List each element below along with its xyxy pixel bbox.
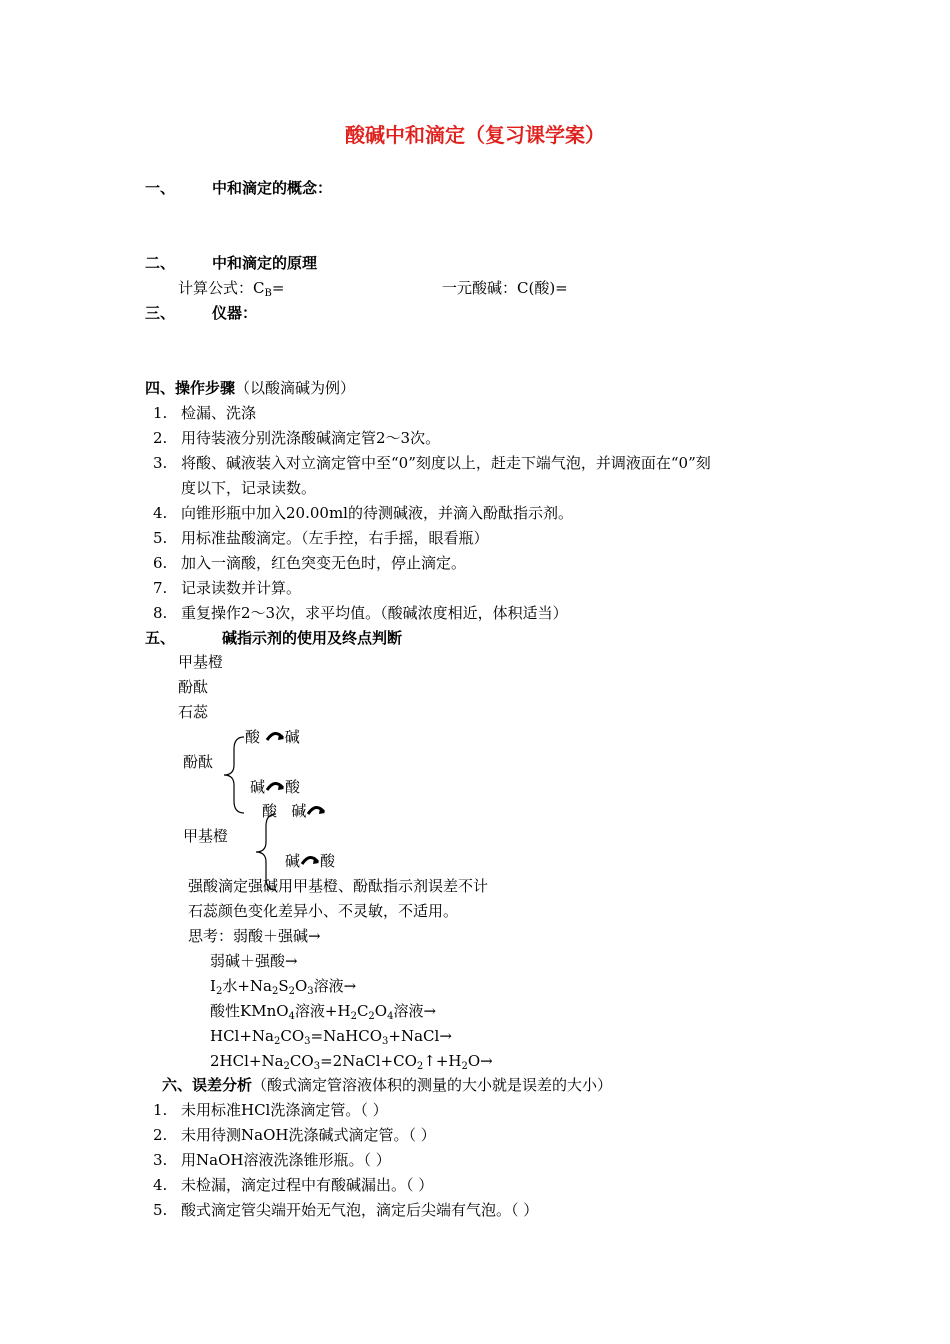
methyl-row1: 酸 碱 — [262, 801, 326, 821]
curved-arrow-icon — [306, 804, 326, 816]
error-item: 2. 未用待测NaOH洗涤碱式滴定管。（ ） — [153, 1126, 436, 1144]
note-line: 强酸滴定强碱用甲基橙、酚酞指示剂误差不计 — [188, 877, 489, 895]
error-item: 4. 未检漏，滴定过程中有酸碱漏出。（ ） — [153, 1176, 434, 1194]
think-label: 思考：弱酸＋强碱→ — [188, 927, 321, 945]
error-item: 3. 用NaOH溶液洗涤锥形瓶。（ ） — [153, 1151, 391, 1169]
sec3-num: 三、 — [145, 304, 176, 322]
sec2-num: 二、 — [145, 254, 176, 272]
page-title: 酸碱中和滴定（复习课学案） — [345, 123, 605, 147]
step-item: 8. 重复操作2～3次，求平均值。（酸碱浓度相近，体积适当） — [153, 604, 568, 622]
formula-line2: 一元酸碱：C(酸)= — [442, 279, 568, 297]
methyl-row2: 碱 酸 — [285, 852, 336, 870]
error-item: 1. 未用标准HCl洗涤滴定管。（ ） — [153, 1101, 388, 1119]
step-item: 5. 用标准盐酸滴定。（左手控，右手摇，眼看瓶） — [153, 529, 489, 547]
sec1-num: 一、 — [145, 179, 176, 197]
formula-line1: 计算公式：$C_B=$ — [178, 279, 285, 299]
step-item: 3. 将酸、碱液装入对立滴定管中至“0”刻度以上，赶走下端气泡，并调液面在“0”刻 — [153, 454, 711, 472]
curved-arrow-icon — [300, 854, 320, 866]
reaction-line: 酸性KMnO$_4$溶液$+H_2C_2O_4$溶液→ — [210, 1002, 437, 1022]
phenol-brace — [218, 735, 248, 815]
sec5-label: 碱指示剂的使用及终点判断 — [222, 629, 403, 647]
step-item: 4. 向锥形瓶中加入20.00ml的待测碱液，并滴入酚酞指示剂。 — [153, 504, 573, 522]
sec6-heading: 六、误差分析（酸式滴定管溶液体积的测量的大小就是误差的大小） — [162, 1076, 613, 1094]
sec3-label: 仪器： — [212, 304, 258, 322]
error-item: 5. 酸式滴定管尖端开始无气泡，滴定后尖端有气泡。（ ） — [153, 1201, 539, 1219]
reaction-line: $I_2$水$+Na_2S_2O_3$溶液→ — [210, 977, 357, 997]
curved-arrow-icon — [265, 730, 285, 742]
step-item: 6. 加入一滴酸，红色突变无色时，停止滴定。 — [153, 554, 467, 572]
step-item: 1. 检漏、洗涤 — [153, 404, 257, 422]
reaction-line: $HCl+Na_2CO_3=NaHCO_3+NaCl\to$ — [210, 1027, 452, 1047]
step-item: 7. 记录读数并计算。 — [153, 579, 302, 597]
sec1-label: 中和滴定的概念： — [212, 179, 333, 197]
phenol-label: 酚酞 — [183, 753, 214, 771]
indicator-item: 酚酞 — [178, 678, 209, 696]
reaction-line: $2HCl+Na_2CO_3=2NaCl+CO_2↑+H_2O\to$ — [210, 1052, 493, 1072]
step-item: 2. 用待装液分别洗涤酸碱滴定管2～3次。 — [153, 429, 441, 447]
indicator-item: 甲基橙 — [178, 653, 224, 671]
indicator-item: 石蕊 — [178, 703, 209, 721]
sec5-num: 五、 — [145, 629, 176, 647]
step-item: 度以下，记录读数。 — [181, 479, 317, 497]
methyl-label: 甲基橙 — [183, 827, 229, 845]
curved-arrow-icon — [265, 780, 285, 792]
phenol-row1: 酸 碱 — [245, 728, 300, 746]
sec4-heading: 四、操作步骤（以酸滴碱为例） — [145, 379, 356, 397]
note-line: 石蕊颜色变化差异小、不灵敏，不适用。 — [188, 902, 459, 920]
think-item: 弱碱＋强酸→ — [210, 952, 298, 970]
phenol-row2: 碱 酸 — [250, 778, 301, 796]
sec2-label: 中和滴定的原理 — [212, 254, 318, 272]
